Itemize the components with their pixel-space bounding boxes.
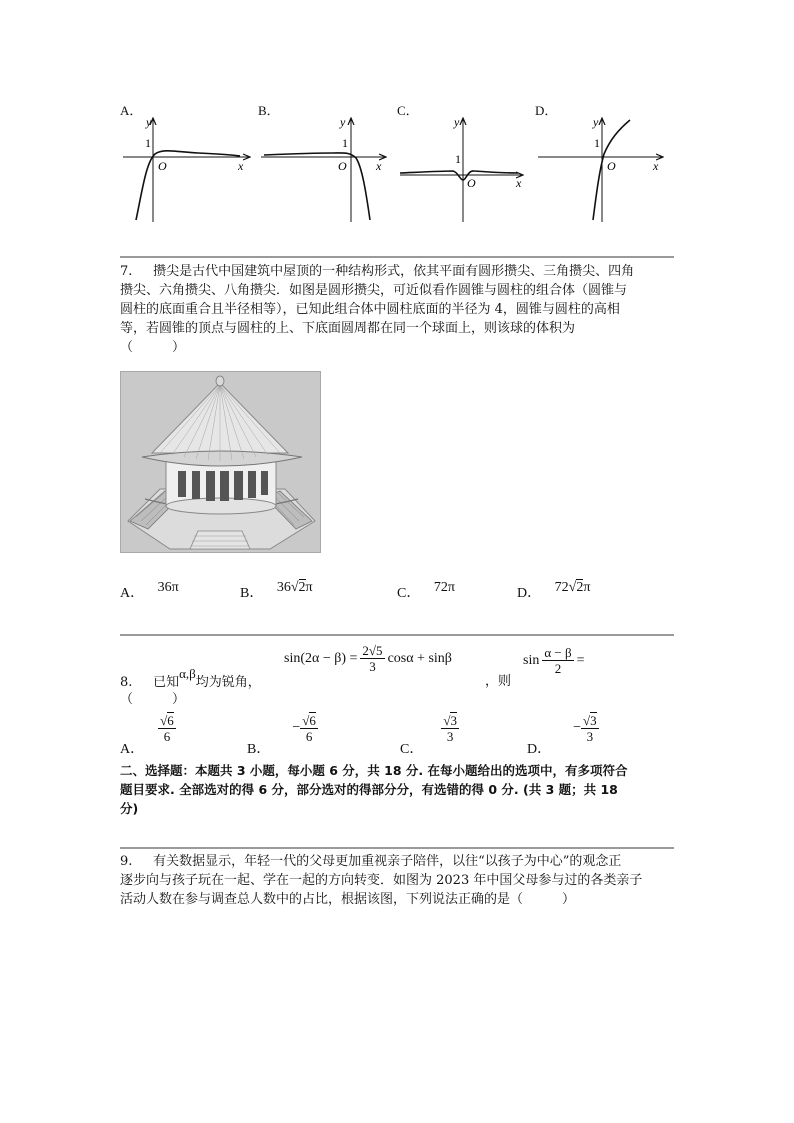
q7-building-image <box>120 371 321 553</box>
q8-option-a-label: A． <box>120 742 145 757</box>
q6-a-one: 1 <box>145 136 151 150</box>
q6-d-one: 1 <box>594 136 600 150</box>
q8-option-d[interactable]: D． − $\frac{√3}{3}$ <box>527 713 597 757</box>
q8-option-d-num: 3 <box>590 713 597 728</box>
q6-option-b-label: B． <box>258 103 280 118</box>
q6-b-one: 1 <box>342 136 348 150</box>
q6-d-ylabel: y <box>593 115 599 129</box>
section-two-header <box>120 761 680 818</box>
q6-graph-c <box>400 115 523 222</box>
q7-option-a[interactable] <box>120 582 179 602</box>
q8-stem <box>120 666 261 692</box>
q7-line2: 攒尖、六角攒尖、八角攒尖．如图是圆形攒尖，可近似看作圆锥与圆柱的组合体（圆锥与 <box>120 283 628 298</box>
q8-eq-left: sin(2α − β) = <box>284 650 358 666</box>
q8-option-d-label: D． <box>527 742 552 757</box>
q8-option-a-den: 6 <box>163 729 171 744</box>
divider <box>120 634 674 636</box>
q8-option-a[interactable]: A． $\frac{√6}{6}$ <box>120 713 174 757</box>
q7-line4: 等，若圆锥的顶点与圆柱的上、下底面圆周都在同一个球面上，则该球的体积为 <box>120 321 576 336</box>
q8-option-c[interactable]: C． $\frac{√3}{3}$ <box>400 713 457 757</box>
divider <box>120 847 674 849</box>
q8-ask-num: α − β <box>544 645 572 660</box>
q6-d-xlabel: x <box>653 159 659 173</box>
section-two-line1: 二、选择题：本题共 3 小题，每小题 6 分，共 18 分. 在每小题给出的选项中，有多项符合 <box>120 763 628 778</box>
q6-c-xlabel: x <box>516 176 522 190</box>
q7-option-d-label: D． <box>517 586 542 601</box>
q6-option-c-label: C． <box>397 103 419 118</box>
q9-number: 9. <box>120 854 133 869</box>
q8-paren: （ ） <box>120 692 186 707</box>
divider <box>120 256 674 258</box>
q8-option-d-den: 3 <box>586 729 594 744</box>
q8-option-b-label: B． <box>247 742 271 757</box>
q9-line2: 逐步向与孩子玩在一起、学在一起的方向转变．如图为 2023 年中国父母参与过的各类亲子 <box>120 873 643 888</box>
q7-paren: （ ） <box>120 340 186 355</box>
q8-acute: 均为锐角， <box>195 675 261 690</box>
q6-b-origin: O <box>338 159 347 173</box>
q6-graph-b <box>261 115 386 222</box>
q8-known: 已知 <box>153 675 180 690</box>
q6-b-ylabel: y <box>340 115 346 129</box>
q8-eq-num: 2√5 <box>362 643 383 658</box>
q6-c-one: 1 <box>455 152 461 166</box>
q6-graphs <box>118 112 678 227</box>
q7-option-c-value: 72π <box>433 580 455 595</box>
q6-graph-d <box>538 115 663 222</box>
q8-vars: α,β <box>179 666 196 681</box>
q7-option-d-pi: π <box>583 580 591 595</box>
q8-number: 8. <box>120 675 133 690</box>
q8-eq-right: cosα + sinβ <box>387 650 452 666</box>
q6-c-origin: O <box>467 176 476 190</box>
q7-option-d-radicand: 2 <box>576 580 584 595</box>
q8-ask-sin: sin <box>523 652 540 668</box>
q8-option-c-den: 3 <box>446 729 454 744</box>
q7-option-d-coef: 72 <box>554 580 569 595</box>
q6-a-xlabel: x <box>238 159 244 173</box>
q6-a-ylabel: y <box>146 115 152 129</box>
q6-c-ylabel: y <box>454 115 460 129</box>
q8-option-a-num: 6 <box>167 713 174 728</box>
q6-d-origin: O <box>607 159 616 173</box>
q7-option-d[interactable]: D． 72√2π <box>517 580 591 601</box>
q8-ask <box>523 645 585 676</box>
q6-b-xlabel: x <box>376 159 382 173</box>
q7-option-b-label: B． <box>240 586 264 601</box>
q6-graph-a <box>123 115 250 222</box>
q8-option-b-num: 6 <box>309 713 316 728</box>
q7-option-b-radicand: 2 <box>298 580 306 595</box>
q9-line1: 有关数据显示，年轻一代的父母更加重视亲子陪伴，以往“以孩子为中心”的观念正 <box>153 854 622 869</box>
q9-stem <box>120 852 680 909</box>
q8-option-c-num: 3 <box>450 713 457 728</box>
q7-option-b-pi: π <box>305 580 313 595</box>
q8-ask-den: 2 <box>554 661 562 676</box>
q7-number: 7. <box>120 264 133 279</box>
section-two-line3: 分) <box>120 801 139 816</box>
q7-option-c[interactable] <box>397 582 455 602</box>
q7-option-b-coef: 36 <box>276 580 291 595</box>
q7-stem <box>120 262 680 357</box>
q7-option-a-value: 36π <box>157 580 179 595</box>
q8-then: ，则 <box>485 674 512 689</box>
q8-equation <box>284 643 452 674</box>
q9-line3: 活动人数在参与调查总人数中的占比，根据该图，下列说法正确的是（ ） <box>120 892 576 907</box>
q8-option-d-sign: − <box>573 720 582 735</box>
q8-option-b-sign: − <box>292 720 301 735</box>
q7-line1: 攒尖是古代中国建筑中屋顶的一种结构形式，依其平面有圆形攒尖、三角攒尖、四角 <box>153 264 635 279</box>
q7-line3: 圆柱的底面重合且半径相等），已知此组合体中圆柱底面的半径为 4，圆锥与圆柱的高相 <box>120 302 620 317</box>
section-two-line2: 题目要求. 全部选对的得 6 分，部分选对的得部分分，有选错的得 0 分. (共 3 题；共 18 <box>120 782 618 797</box>
q8-ask-eq: = <box>576 652 585 668</box>
q7-option-b[interactable]: B． 36√2π <box>240 580 313 601</box>
q8-eq-den: 3 <box>369 659 376 674</box>
q6-option-a-label: A． <box>120 103 143 118</box>
q7-option-a-label: A． <box>120 586 145 601</box>
q6-a-origin: O <box>158 159 167 173</box>
q8-option-c-label: C． <box>400 742 424 757</box>
q8-option-b-den: 6 <box>305 729 313 744</box>
q6-option-d-label: D． <box>535 103 558 118</box>
q8-option-b[interactable]: B． − $\frac{√6}{6}$ <box>247 713 316 757</box>
q7-option-c-label: C． <box>397 586 421 601</box>
